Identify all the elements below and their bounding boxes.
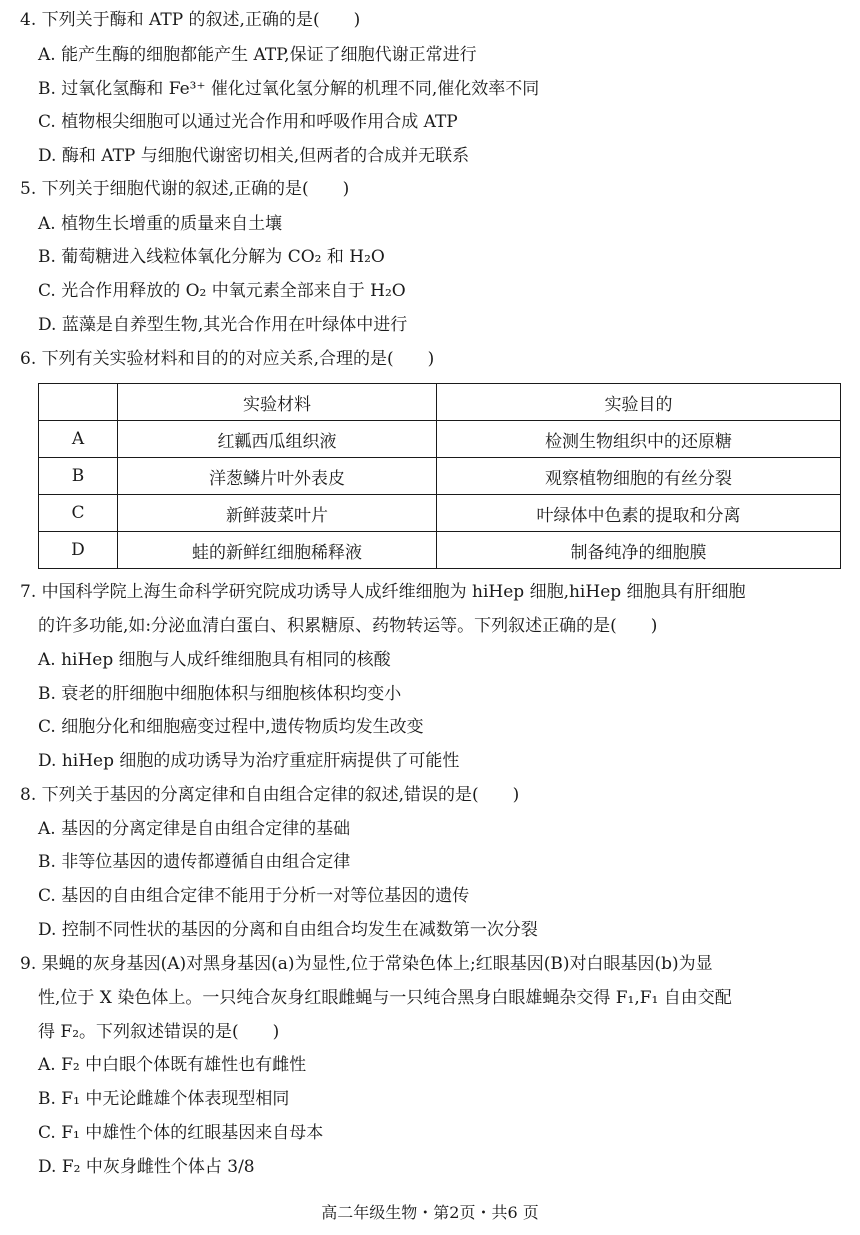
question-7-stem-line-1: 7. 中国科学院上海生命科学研究院成功诱导人成纤维细胞为 hiHep 细胞,hiHep 细胞具有肝细胞 xyxy=(20,582,746,602)
question-7-option-b: B. 衰老的肝细胞中细胞体积与细胞核体积均变小 xyxy=(38,684,402,704)
table-header-cell: 实验材料 xyxy=(118,384,437,421)
question-8-option-d: D. 控制不同性状的基因的分离和自由组合均发生在减数第一次分裂 xyxy=(38,920,538,940)
table-cell: D xyxy=(39,532,118,569)
experiment-table xyxy=(38,383,841,569)
table-cell: C xyxy=(39,495,118,532)
table-header-cell: 实验目的 xyxy=(437,384,841,421)
table-cell: 红瓤西瓜组织液 xyxy=(118,421,437,458)
table-cell: 观察植物细胞的有丝分裂 xyxy=(437,458,841,495)
question-9-stem-line-3: 得 F₂。下列叙述错误的是( ) xyxy=(38,1022,280,1042)
question-9-option-d: D. F₂ 中灰身雌性个体占 3/8 xyxy=(38,1157,255,1177)
question-6-stem: 6. 下列有关实验材料和目的的对应关系,合理的是( ) xyxy=(20,349,435,369)
table-cell: A xyxy=(39,421,118,458)
question-9-option-b: B. F₁ 中无论雌雄个体表现型相同 xyxy=(38,1089,290,1109)
question-7-stem-line-2: 的许多功能,如:分泌血清白蛋白、积累糖原、药物转运等。下列叙述正确的是( ) xyxy=(38,616,658,636)
table-row xyxy=(39,532,841,569)
question-9-option-a: A. F₂ 中白眼个体既有雄性也有雌性 xyxy=(38,1055,307,1075)
question-7-option-c: C. 细胞分化和细胞癌变过程中,遗传物质均发生改变 xyxy=(38,717,424,737)
table-cell: 新鲜菠菜叶片 xyxy=(118,495,437,532)
table-row xyxy=(39,458,841,495)
question-9-stem-line-1: 9. 果蝇的灰身基因(A)对黑身基因(a)为显性,位于常染色体上;红眼基因(B)对白眼基因(b)为显 xyxy=(20,954,713,974)
question-5-option-d: D. 蓝藻是自养型生物,其光合作用在叶绿体中进行 xyxy=(38,315,408,335)
question-7-option-a: A. hiHep 细胞与人成纤维细胞具有相同的核酸 xyxy=(38,650,391,670)
table-row xyxy=(39,495,841,532)
question-5-option-b: B. 葡萄糖进入线粒体氧化分解为 CO₂ 和 H₂O xyxy=(38,247,385,267)
question-9-stem-line-2: 性,位于 X 染色体上。一只纯合灰身红眼雌蝇与一只纯合黑身白眼雄蝇杂交得 F₁,F₁ 自由交配 xyxy=(38,988,732,1008)
question-7-option-d: D. hiHep 细胞的成功诱导为治疗重症肝病提供了可能性 xyxy=(38,751,460,771)
question-8-option-c: C. 基因的自由组合定律不能用于分析一对等位基因的遗传 xyxy=(38,886,470,906)
question-5-option-c: C. 光合作用释放的 O₂ 中氧元素全部来自于 H₂O xyxy=(38,281,406,301)
question-8-stem: 8. 下列关于基因的分离定律和自由组合定律的叙述,错误的是( ) xyxy=(20,785,520,805)
question-4-option-d: D. 酶和 ATP 与细胞代谢密切相关,但两者的合成并无联系 xyxy=(38,146,470,166)
question-5-stem: 5. 下列关于细胞代谢的叙述,正确的是( ) xyxy=(20,179,350,199)
question-9-option-c: C. F₁ 中雄性个体的红眼基因来自母本 xyxy=(38,1123,324,1143)
question-4-option-b: B. 过氧化氢酶和 Fe³⁺ 催化过氧化氢分解的机理不同,催化效率不同 xyxy=(38,79,540,99)
question-4-option-c: C. 植物根尖细胞可以通过光合作用和呼吸作用合成 ATP xyxy=(38,112,458,132)
table-row xyxy=(39,421,841,458)
table-cell: B xyxy=(39,458,118,495)
question-4-option-a: A. 能产生酶的细胞都能产生 ATP,保证了细胞代谢正常进行 xyxy=(38,45,477,65)
table-cell: 蛙的新鲜红细胞稀释液 xyxy=(118,532,437,569)
table-cell: 制备纯净的细胞膜 xyxy=(437,532,841,569)
table-header-row xyxy=(39,384,841,421)
question-8-option-b: B. 非等位基因的遗传都遵循自由组合定律 xyxy=(38,852,351,872)
table-cell: 叶绿体中色素的提取和分离 xyxy=(437,495,841,532)
page-footer: 高二年级生物・第2页・共6 页 xyxy=(321,1203,539,1222)
question-4-stem: 4. 下列关于酶和 ATP 的叙述,正确的是( ) xyxy=(20,10,361,30)
table-cell: 洋葱鳞片叶外表皮 xyxy=(118,458,437,495)
table-header-cell xyxy=(39,384,118,421)
table-cell: 检测生物组织中的还原糖 xyxy=(437,421,841,458)
question-8-option-a: A. 基因的分离定律是自由组合定律的基础 xyxy=(38,819,351,839)
question-5-option-a: A. 植物生长增重的质量来自土壤 xyxy=(38,214,283,234)
